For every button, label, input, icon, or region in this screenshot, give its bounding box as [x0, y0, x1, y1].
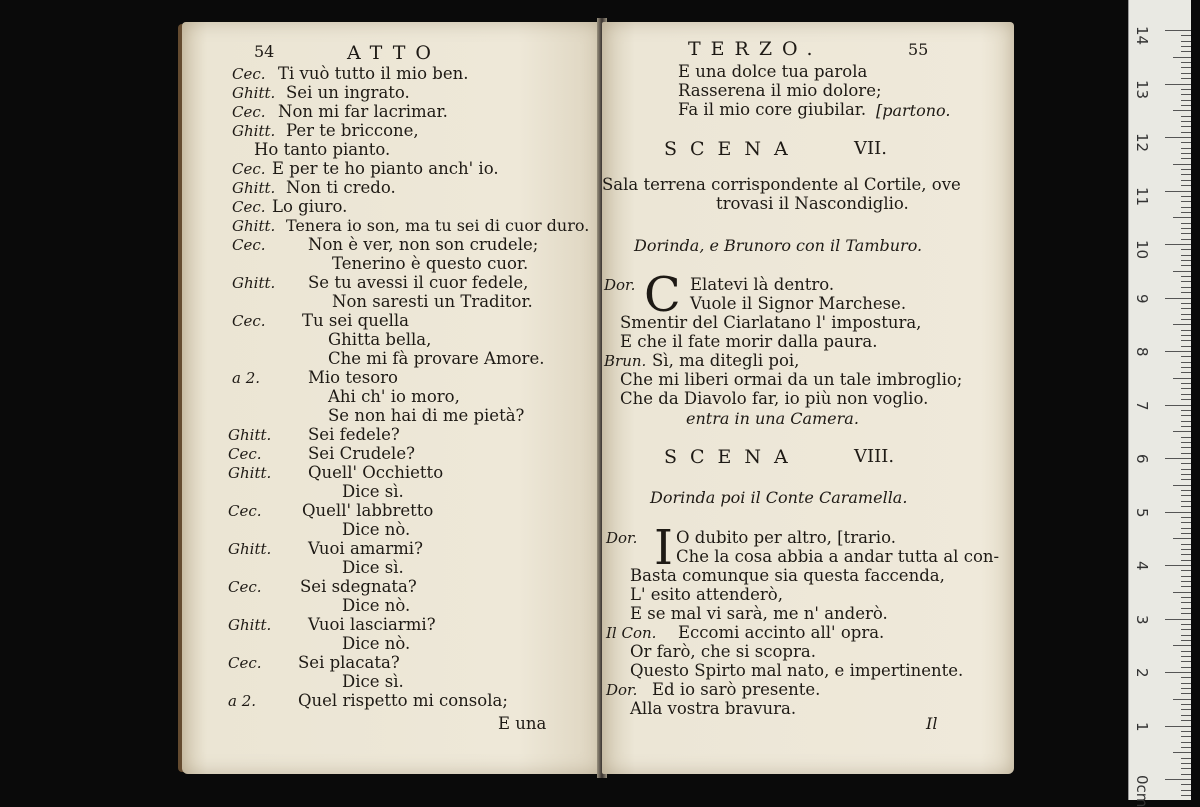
- ruler-tick: [1181, 78, 1191, 79]
- ruler-tick: [1181, 94, 1191, 95]
- ruler-tick: [1181, 683, 1191, 684]
- speaker: Cec.: [232, 160, 266, 178]
- ruler-number: 11: [1133, 186, 1151, 206]
- ruler-tick: [1181, 677, 1191, 678]
- ruler-tick: [1181, 522, 1191, 523]
- ruler-tick: [1173, 592, 1191, 593]
- page-number-right: 55: [908, 40, 929, 59]
- verse-line: Tenera io son, ma tu sei di cuor duro.: [286, 216, 590, 235]
- scene-characters: Dorinda, e Brunoro con il Tamburo.: [634, 236, 923, 255]
- stage-direction: [partono.: [876, 101, 951, 120]
- ruler-tick: [1181, 346, 1191, 347]
- ruler-tick: [1181, 319, 1191, 320]
- ruler-tick: [1165, 84, 1191, 85]
- verse-line: L' esito attenderò,: [630, 585, 783, 604]
- ruler-tick: [1181, 249, 1191, 250]
- verse-line: O dubito per altro, [trario.: [676, 528, 896, 547]
- ruler-tick: [1181, 629, 1191, 630]
- scene-setting: Sala terrena corrispondente al Cortile, ove: [602, 175, 961, 194]
- ruler-tick: [1181, 640, 1191, 641]
- ruler-tick: [1181, 340, 1191, 341]
- ruler-tick: [1181, 768, 1191, 769]
- ruler-tick: [1181, 362, 1191, 363]
- scale-ruler: [1128, 0, 1191, 807]
- verse-line: Che la cosa abbia a andar tutta al con-: [676, 547, 1000, 566]
- ruler-tick: [1181, 426, 1191, 427]
- ruler-tick: [1181, 260, 1191, 261]
- verse-line: E se mal vi sarà, me n' anderò.: [630, 604, 888, 623]
- ruler-tick: [1181, 667, 1191, 668]
- drop-cap: C: [644, 267, 681, 323]
- ruler-tick: [1173, 538, 1191, 539]
- ruler-tick: [1181, 228, 1191, 229]
- ruler-number: 2: [1133, 668, 1151, 678]
- ruler-tick: [1181, 613, 1191, 614]
- ruler-tick: [1181, 709, 1191, 710]
- verse-line: Sei un ingrato.: [286, 83, 410, 102]
- ruler-tick: [1173, 271, 1191, 272]
- ruler-tick: [1181, 116, 1191, 117]
- ruler-tick: [1181, 597, 1191, 598]
- speaker: Dor.: [606, 681, 638, 699]
- ruler-tick: [1181, 474, 1191, 475]
- verse-line: Or farò, che si scopra.: [630, 642, 816, 661]
- ruler-tick: [1181, 62, 1191, 63]
- verse-line: Lo giuro.: [272, 197, 348, 216]
- verse-line: E che il fate morir dalla paura.: [620, 332, 878, 351]
- speaker: Brun.: [604, 352, 647, 370]
- verse-line: Per te briccone,: [286, 121, 419, 140]
- speaker: Ghitt.: [228, 426, 272, 444]
- ruler-tick: [1181, 265, 1191, 266]
- ruler-tick: [1181, 549, 1191, 550]
- ruler-tick: [1181, 463, 1191, 464]
- drop-cap: I: [654, 520, 673, 576]
- speaker: Cec.: [228, 578, 262, 596]
- ruler-tick: [1181, 287, 1191, 288]
- ruler-tick: [1181, 276, 1191, 277]
- speaker: Ghitt.: [228, 540, 272, 558]
- ruler-tick: [1181, 533, 1191, 534]
- ruler-tick: [1181, 35, 1191, 36]
- ruler-tick: [1173, 164, 1191, 165]
- verse-line: Eccomi accinto all' opra.: [678, 623, 885, 642]
- ruler-tick: [1181, 132, 1191, 133]
- ruler-tick: [1181, 372, 1191, 373]
- verse-line: Dice sì.: [342, 482, 404, 501]
- scene-number: VIII.: [854, 446, 895, 467]
- ruler-tick: [1181, 635, 1191, 636]
- verse-line: Sei Crudele?: [308, 444, 415, 463]
- open-book: [178, 18, 1023, 778]
- ruler-tick: [1181, 356, 1191, 357]
- verse-line: Smentir del Ciarlatano l' impostura,: [620, 313, 922, 332]
- ruler-tick: [1181, 223, 1191, 224]
- ruler-tick: [1181, 421, 1191, 422]
- ruler-number: 4: [1133, 561, 1151, 571]
- ruler-tick: [1165, 137, 1191, 138]
- ruler-tick: [1181, 790, 1191, 791]
- scene-title: SCENA: [664, 138, 801, 160]
- ruler-tick: [1181, 495, 1191, 496]
- ruler-tick: [1181, 528, 1191, 529]
- ruler-tick: [1181, 335, 1191, 336]
- speaker: Ghitt.: [232, 179, 276, 197]
- ruler-tick: [1173, 431, 1191, 432]
- ruler-tick: [1181, 742, 1191, 743]
- ruler-number: 10: [1133, 240, 1151, 260]
- ruler-tick: [1181, 501, 1191, 502]
- catchword-right: Il: [926, 714, 938, 733]
- ruler-number: 13: [1133, 79, 1151, 99]
- page-number-left: 54: [254, 42, 275, 61]
- ruler-tick: [1181, 212, 1191, 213]
- verse-line: Tu sei quella: [302, 311, 409, 330]
- speaker: Ghitt.: [228, 616, 272, 634]
- scene-characters: Dorinda poi il Conte Caramella.: [650, 488, 908, 507]
- ruler-tick: [1181, 758, 1191, 759]
- ruler-tick: [1181, 490, 1191, 491]
- ruler-tick: [1181, 506, 1191, 507]
- ruler-tick: [1181, 415, 1191, 416]
- ruler-number: 7: [1133, 400, 1151, 411]
- verse-line: Che mi fà provare Amore.: [328, 349, 545, 368]
- ruler-number: 6: [1133, 454, 1151, 464]
- ruler-tick: [1181, 715, 1191, 716]
- ruler-tick: [1173, 217, 1191, 218]
- ruler-tick: [1181, 292, 1191, 293]
- ruler-tick: [1181, 394, 1191, 395]
- ruler-tick: [1181, 308, 1191, 309]
- verse-line: Non ti credo.: [286, 178, 396, 197]
- ruler-tick: [1181, 367, 1191, 368]
- ruler-tick: [1181, 121, 1191, 122]
- verse-line: Non è ver, non son crudele;: [308, 235, 539, 254]
- ruler-tick: [1181, 693, 1191, 694]
- ruler-tick: [1181, 560, 1191, 561]
- verse-line: Ho tanto pianto.: [254, 140, 391, 159]
- verse-line: Ti vuò tutto il mio ben.: [278, 64, 469, 83]
- ruler-tick: [1173, 645, 1191, 646]
- speaker: Ghitt.: [232, 217, 276, 235]
- ruler-tick: [1181, 576, 1191, 577]
- speaker: Cec.: [232, 312, 266, 330]
- verse-line: Quel rispetto mi consola;: [298, 691, 508, 710]
- ruler-tick: [1181, 174, 1191, 175]
- ruler-tick: [1165, 726, 1191, 727]
- stage-direction: entra in una Camera.: [686, 409, 859, 428]
- ruler-tick: [1165, 244, 1191, 245]
- ruler-tick: [1181, 388, 1191, 389]
- ruler-tick: [1173, 57, 1191, 58]
- ruler-tick: [1181, 201, 1191, 202]
- ruler-tick: [1165, 191, 1191, 192]
- speaker: a 2.: [232, 369, 261, 387]
- ruler-tick: [1181, 185, 1191, 186]
- ruler-tick: [1173, 324, 1191, 325]
- scene-setting: trovasi il Nascondiglio.: [716, 194, 909, 213]
- ruler-tick: [1181, 661, 1191, 662]
- ruler-tick: [1181, 314, 1191, 315]
- ruler-tick: [1181, 453, 1191, 454]
- ruler-tick: [1181, 602, 1191, 603]
- ruler-tick: [1181, 126, 1191, 127]
- ruler-number: 1: [1133, 721, 1151, 732]
- ruler-tick: [1181, 51, 1191, 52]
- ruler-tick: [1181, 469, 1191, 470]
- speaker: Ghitt.: [232, 84, 276, 102]
- ruler-tick: [1173, 752, 1191, 753]
- ruler-tick: [1181, 153, 1191, 154]
- verse-line: Se non hai di me pietà?: [328, 406, 525, 425]
- ruler-tick: [1181, 581, 1191, 582]
- ruler-tick: [1181, 704, 1191, 705]
- ruler-tick: [1165, 351, 1191, 352]
- verse-line: Dice nò.: [342, 634, 411, 653]
- verse-line: Se tu avessi il cuor fedele,: [308, 273, 529, 292]
- verse-line: Non saresti un Traditor.: [332, 292, 533, 311]
- ruler-tick: [1181, 437, 1191, 438]
- speaker: Ghitt.: [232, 122, 276, 140]
- ruler-tick: [1165, 672, 1191, 673]
- verse-line: Quell' labbretto: [302, 501, 434, 520]
- ruler-tick: [1181, 383, 1191, 384]
- verse-line: Dice sì.: [342, 558, 404, 577]
- verse-line: Che da Diavolo far, io più non voglio.: [620, 389, 929, 408]
- ruler-tick: [1181, 731, 1191, 732]
- speaker: Cec.: [228, 654, 262, 672]
- ruler-tick: [1181, 720, 1191, 721]
- catchword-left: E una: [498, 714, 547, 733]
- ruler-tick: [1181, 517, 1191, 518]
- ruler-tick: [1181, 447, 1191, 448]
- speaker: Ghitt.: [228, 464, 272, 482]
- verse-line: Fa il mio core giubilar.: [678, 100, 867, 119]
- speaker: Ghitt.: [232, 274, 276, 292]
- ruler-tick: [1181, 410, 1191, 411]
- ruler-tick: [1181, 570, 1191, 571]
- ruler-tick: [1181, 180, 1191, 181]
- ruler-tick: [1181, 479, 1191, 480]
- speaker: Cec.: [228, 445, 262, 463]
- verse-line: Alla vostra bravura.: [630, 699, 797, 718]
- verse-line: Rasserena il mio dolore;: [678, 81, 882, 100]
- ruler-tick: [1181, 100, 1191, 101]
- verse-line: Vuoi lasciarmi?: [308, 615, 436, 634]
- running-header-right: TERZO.: [688, 38, 823, 60]
- verse-line: Elatevi là dentro.: [690, 275, 835, 294]
- ruler-tick: [1181, 196, 1191, 197]
- scene-number: VII.: [854, 138, 887, 159]
- ruler-tick: [1181, 763, 1191, 764]
- ruler-tick: [1181, 330, 1191, 331]
- ruler-tick: [1181, 651, 1191, 652]
- ruler-tick: [1173, 110, 1191, 111]
- ruler-tick: [1181, 554, 1191, 555]
- verse-line: Dice sì.: [342, 672, 404, 691]
- ruler-tick: [1173, 699, 1191, 700]
- speaker: Dor.: [606, 529, 638, 547]
- verse-line: Non mi far lacrimar.: [278, 102, 448, 121]
- scene-title: SCENA: [664, 446, 801, 468]
- verse-line: E per te ho pianto anch' io.: [272, 159, 499, 178]
- ruler-tick: [1181, 442, 1191, 443]
- speaker: Cec.: [228, 502, 262, 520]
- ruler-tick: [1165, 512, 1191, 513]
- ruler-tick: [1165, 619, 1191, 620]
- ruler-number: 9: [1133, 293, 1151, 304]
- verse-line: Questo Spirto mal nato, e impertinente.: [630, 661, 964, 680]
- ruler-tick: [1181, 544, 1191, 545]
- speaker: Cec.: [232, 198, 266, 216]
- ruler-tick: [1181, 142, 1191, 143]
- verse-line: Sei sdegnata?: [300, 577, 417, 596]
- ruler-tick: [1181, 281, 1191, 282]
- verse-line: Sei placata?: [298, 653, 400, 672]
- right-page: [602, 22, 1014, 774]
- ruler-tick: [1181, 89, 1191, 90]
- ruler-tick: [1181, 399, 1191, 400]
- verse-line: Sì, ma ditegli poi,: [652, 351, 800, 370]
- verse-line: Vuole il Signor Marchese.: [690, 294, 907, 313]
- verse-line: Mio tesoro: [308, 368, 398, 387]
- running-header-left: ATTO: [347, 42, 441, 64]
- speaker: Il Con.: [606, 624, 657, 642]
- ruler-tick: [1181, 207, 1191, 208]
- ruler-number: 12: [1133, 133, 1151, 153]
- ruler-tick: [1165, 30, 1191, 31]
- ruler-tick: [1181, 736, 1191, 737]
- ruler-tick: [1181, 624, 1191, 625]
- ruler-tick: [1181, 73, 1191, 74]
- ruler-tick: [1181, 747, 1191, 748]
- ruler-number: 14: [1133, 26, 1151, 46]
- ruler-number: 5: [1133, 507, 1151, 518]
- ruler-tick: [1181, 105, 1191, 106]
- verse-line: Che mi liberi ormai da un tale imbroglio;: [620, 370, 963, 389]
- speaker: Dor.: [604, 276, 636, 294]
- ruler-tick: [1181, 688, 1191, 689]
- verse-line: Ghitta bella,: [328, 330, 432, 349]
- ruler-number: 8: [1133, 347, 1151, 357]
- ruler-tick: [1173, 485, 1191, 486]
- ruler-tick: [1181, 67, 1191, 68]
- ruler-tick: [1181, 233, 1191, 234]
- ruler-tick: [1181, 169, 1191, 170]
- ruler-tick: [1181, 608, 1191, 609]
- verse-line: Dice nò.: [342, 520, 411, 539]
- verse-line: Sei fedele?: [308, 425, 400, 444]
- speaker: Cec.: [232, 103, 266, 121]
- ruler-tick: [1181, 41, 1191, 42]
- ruler-tick: [1181, 46, 1191, 47]
- ruler-tick: [1181, 255, 1191, 256]
- ruler-tick: [1181, 656, 1191, 657]
- verse-line: Ahi ch' io moro,: [328, 387, 460, 406]
- ruler-tick: [1165, 565, 1191, 566]
- ruler-tick: [1181, 795, 1191, 796]
- ruler-number: 3: [1133, 614, 1151, 625]
- verse-line: Tenerino è questo cuor.: [332, 254, 529, 273]
- ruler-tick: [1165, 298, 1191, 299]
- ruler-tick: [1181, 303, 1191, 304]
- ruler-tick: [1181, 239, 1191, 240]
- ruler-tick: [1181, 148, 1191, 149]
- speaker: a 2.: [228, 692, 257, 710]
- verse-line: Ed io sarò presente.: [652, 680, 821, 699]
- ruler-tick: [1173, 378, 1191, 379]
- ruler-tick: [1165, 458, 1191, 459]
- speaker: Cec.: [232, 236, 266, 254]
- ruler-tick: [1181, 784, 1191, 785]
- ruler-tick: [1181, 586, 1191, 587]
- verse-line: Dice nò.: [342, 596, 411, 615]
- verse-line: Quell' Occhietto: [308, 463, 444, 482]
- ruler-number: 0cm: [1133, 775, 1151, 807]
- left-page: [182, 22, 602, 774]
- verse-line: Vuoi amarmi?: [308, 539, 423, 558]
- ruler-tick: [1181, 774, 1191, 775]
- ruler-tick: [1181, 158, 1191, 159]
- verse-line: E una dolce tua parola: [678, 62, 868, 81]
- ruler-tick: [1165, 405, 1191, 406]
- verse-line: Basta comunque sia questa faccenda,: [630, 566, 945, 585]
- ruler-tick: [1165, 779, 1191, 780]
- speaker: Cec.: [232, 65, 266, 83]
